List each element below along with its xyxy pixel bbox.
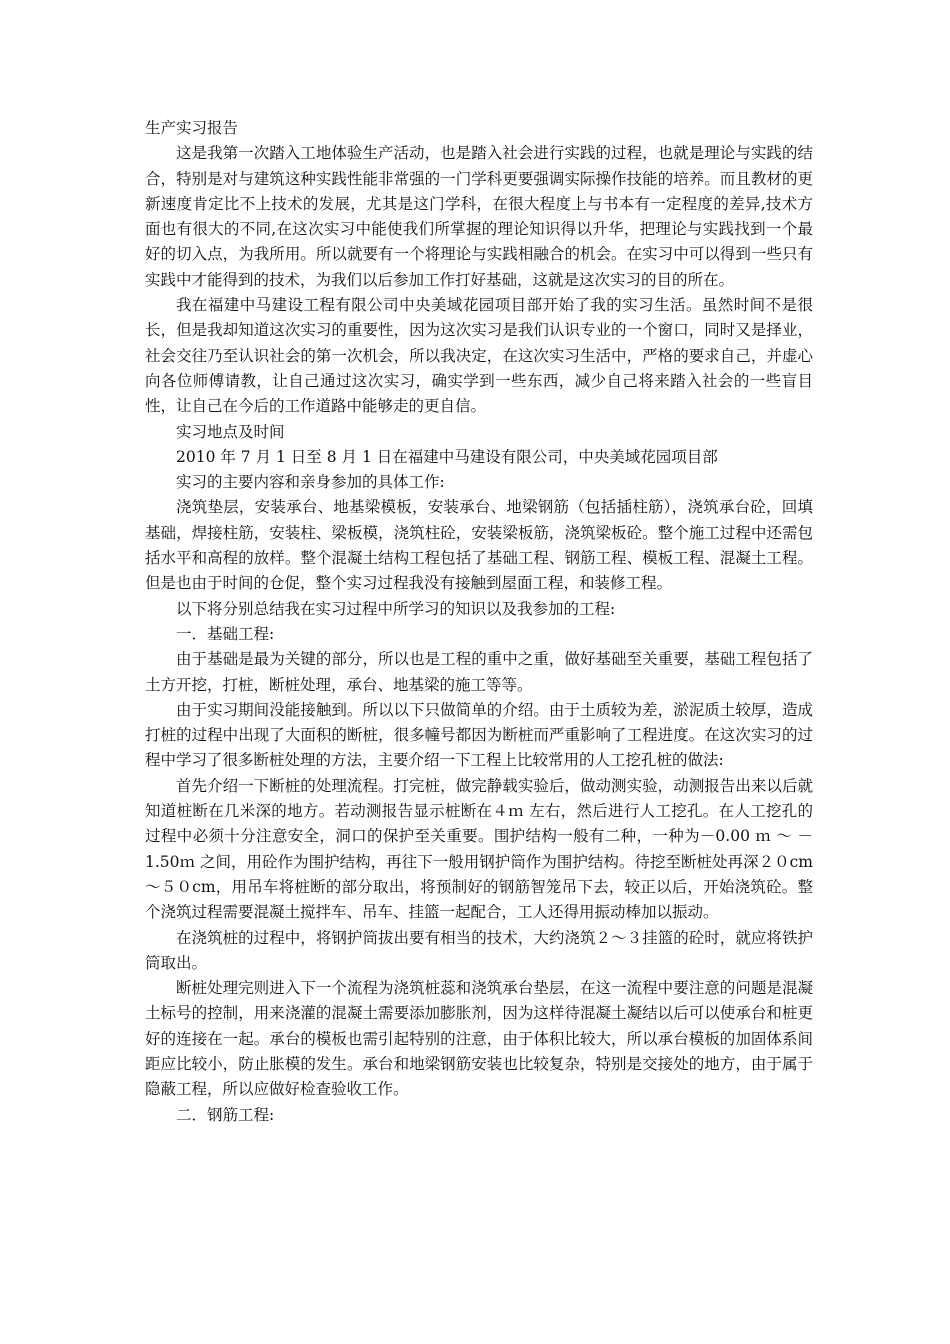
heading-main-content: 实习的主要内容和亲身参加的具体工作:	[176, 473, 445, 492]
report-page	[145, 116, 813, 1128]
heading-rebar: 二．钢筋工程:	[176, 1105, 275, 1124]
paragraph-broken-pile: 首先介绍一下断桩的处理流程。打完桩，做完静载实验后，做动测实验，动测报告出来以后就知道桩断在几米深的地方。若动测报告显示桩断在４ｍ 左右，然后进行人工挖孔。在人工挖孔的过程中必须十分注意安全，洞口的保护至关重要。围护结构一般有二种，一种为－0.00 ｍ ～ －1.50ｍ 之间，用砼作为围护结构，再往下一般用钢护筒作为围护结构。待挖至断桩处再深２０cm～５０cm，用吊车将桩断的部分取出，将预制好的钢筋智笼吊下去，较正以后，开始浇筑砼。整个浇筑过程需要混凝土搅拌车、吊车、挂篮一起配合，工人还得用振动棒加以振动。	[145, 776, 813, 922]
heading-location-time: 实习地点及时间	[176, 422, 285, 441]
paragraph-date-place: 2010 年 7 月 1 日至 8 月 1 日在福建中马建设有限公司，中央美域花园项目部	[176, 447, 718, 466]
paragraph-steel-casing: 在浇筑桩的过程中，将钢护筒拔出要有相当的技术，大约浇筑２～３挂篮的砼时，就应将铁护筒取出。	[145, 928, 813, 972]
report-title: 生产实习报告	[145, 119, 239, 137]
paragraph-foundation-2: 由于实习期间没能接触到。所以以下只做简单的介绍。由于土质较为差，淤泥质土较厚，造成打桩的过程中出现了大面积的断桩，很多幢号都因为断桩而严重影响了工程进度。在这次实习的过程中学习了很多断桩处理的方法，主要介绍一下工程上比较常用的人工挖孔桩的做法:	[145, 700, 813, 770]
paragraph-intro: 这是我第一次踏入工地体验生产活动，也是踏入社会进行实践的过程，也就是理论与实践的结合，特别是对与建筑这种实践性能非常强的一门学科更要强调实际操作技能的培养。而且教材的更新速度肯定比不上技术的发展，尤其是这门学科，在很大程度上与书本有一定程度的差异,技术方面也有很大的不同,在这次实习中能使我们所掌握的理论知识得以升华，把理论与实践找到一个最好的切入点，为我所用。所以就要有一个将理论与实践相融合的机会。在实习中可以得到一些只有实践中才能得到的技术，为我们以后参加工作打好基础，这就是这次实习的目的所在。	[145, 144, 813, 289]
paragraph-company: 我在福建中马建设工程有限公司中央美域花园项目部开始了我的实习生活。虽然时间不是很长，但是我却知道这次实习的重要性，因为这次实习是我们认识专业的一个窗口，同时又是择业，社会交往乃至认识社会的第一次机会，所以我决定，在这次实习生活中，严格的要求自己，并虚心向各位师傅请教，让自己通过这次实习，确实学到一些东西，减少自己将来踏入社会的一些盲目性，让自己在今后的工作道路中能够走的更自信。	[145, 296, 813, 416]
heading-foundation: 一．基础工程:	[176, 624, 275, 643]
paragraph-foundation-1: 由于基础是最为关键的部分，所以也是工程的重中之重，做好基础至关重要，基础工程包括了土方开挖，打桩，断桩处理，承台、地基梁的施工等等。	[145, 650, 813, 694]
paragraph-pile-core: 断桩处理完则进入下一个流程为浇筑桩蕊和浇筑承台垫层，在这一流程中要注意的问题是混凝土标号的控制，用来浇灌的混凝土需要添加膨胀剂，因为这样待混凝土凝结以后可以使承台和桩更好的连接在一起。承台的模板也需引起特别的注意，由于体积比较大，所以承台模板的加固体系间距应比较小，防止胀模的发生。承台和地梁钢筋安装也比较复杂，特别是交接处的地方，由于属于隐蔽工程，所以应做好检查验收工作。	[145, 979, 813, 1099]
paragraph-work-list: 浇筑垫层，安装承台、地基梁模板，安装承台、地梁钢筋（包括插柱筋），浇筑承台砼，回填基础，焊接柱筋，安装柱、梁板模，浇筑柱砼，安装梁板筋，浇筑梁板砼。整个施工过程中还需包括水平和高程的放样。整个混凝土结构工程包括了基础工程、钢筋工程、模板工程、混凝土工程。但是也由于时间的仓促，整个实习过程我没有接触到屋面工程，和装修工程。	[145, 498, 813, 593]
paragraph-summary-intro: 以下将分别总结我在实习过程中所学习的知识以及我参加的工程:	[176, 599, 616, 618]
